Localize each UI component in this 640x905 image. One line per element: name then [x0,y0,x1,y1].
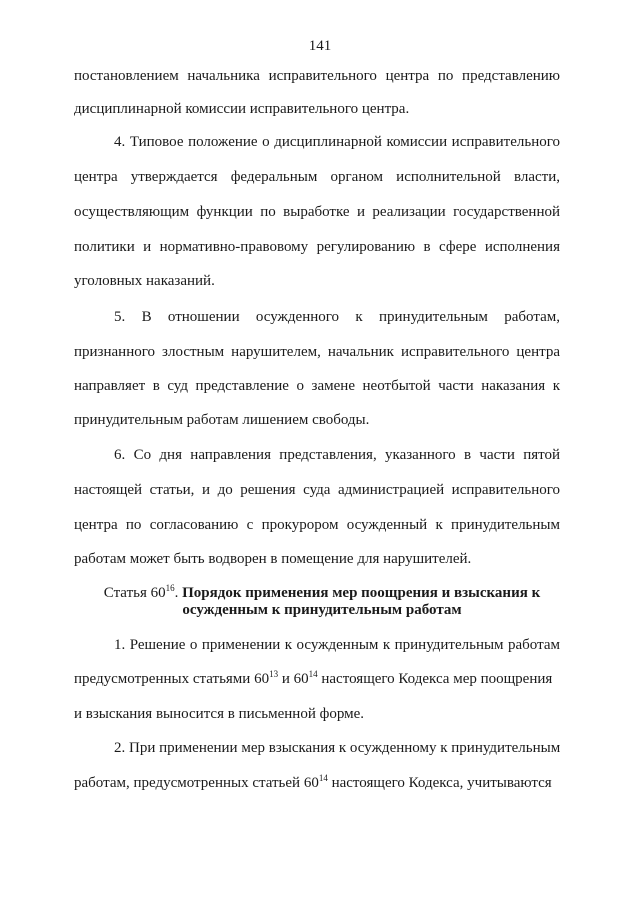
article-number-superscript: 16 [165,583,175,593]
text-segment: настоящего Кодекса, учитываются [327,775,552,791]
article-heading-line: Статья $60^{16}$. Порядок применения мер поощрения и взыскания к [103,583,541,601]
text-line-with-references [74,671,560,688]
text-line: принудительным работам лишением свободы. [74,412,370,428]
text-line: 6. Со дня направления представления, указанного в части пятой [114,447,560,463]
superscript: 14 [318,773,328,783]
text-line: центра утверждается федеральным органом исполнительной власти, [74,169,560,185]
superscript: 14 [308,669,318,679]
text-segment: предусмотренных статьями 60 [74,671,270,687]
text-line-with-references [74,775,560,792]
text-segment: и 60 [278,671,309,687]
text-line: 1. Решение о применении к осужденным к принудительным работам [114,637,560,653]
text-line: дисциплинарной комиссии исправительного центра. [74,101,410,117]
text-line: 5. В отношении осужденного к принудительным работам, [114,309,560,325]
text-line: осуществляющим функции по выработке и реализации государственной [74,204,560,220]
text-line: постановлением начальника исправительного центра по представлению [74,68,560,84]
text-line: 2. При применении мер взыскания к осужденному к принудительным [114,740,561,756]
article-title: Порядок применения мер поощрения и взыскания к [182,585,541,601]
text-segment: настоящего Кодекса мер поощрения [317,671,553,687]
text-segment: работам, предусмотренных статьей 60 [74,775,319,791]
text-line: признанного злостным нарушителем, начальник исправительного центра [74,344,560,360]
text-line: центра по согласованию с прокурором осужденный к принудительным [74,517,560,533]
article-title-continuation: осужденным к принудительным работам [182,602,462,618]
page-number: 141 [308,38,332,54]
text-line: 4. Типовое положение о дисциплинарной комиссии исправительного [114,134,560,150]
text-line: настоящей статьи, и до решения суда администрацией исправительного [74,482,560,498]
text-line: работам может быть водворен в помещение для нарушителей. [74,551,472,567]
text-line: и взыскания выносится в письменной форме. [74,706,364,722]
superscript: 13 [269,669,279,679]
text-line: уголовных наказаний. [74,273,215,289]
text-line: направляет в суд представление о замене неотбытой части наказания к [74,378,560,394]
text-line: политики и нормативно-правовому регулированию в сфере исполнения [74,239,560,255]
article-label: Статья 60 [103,585,166,601]
